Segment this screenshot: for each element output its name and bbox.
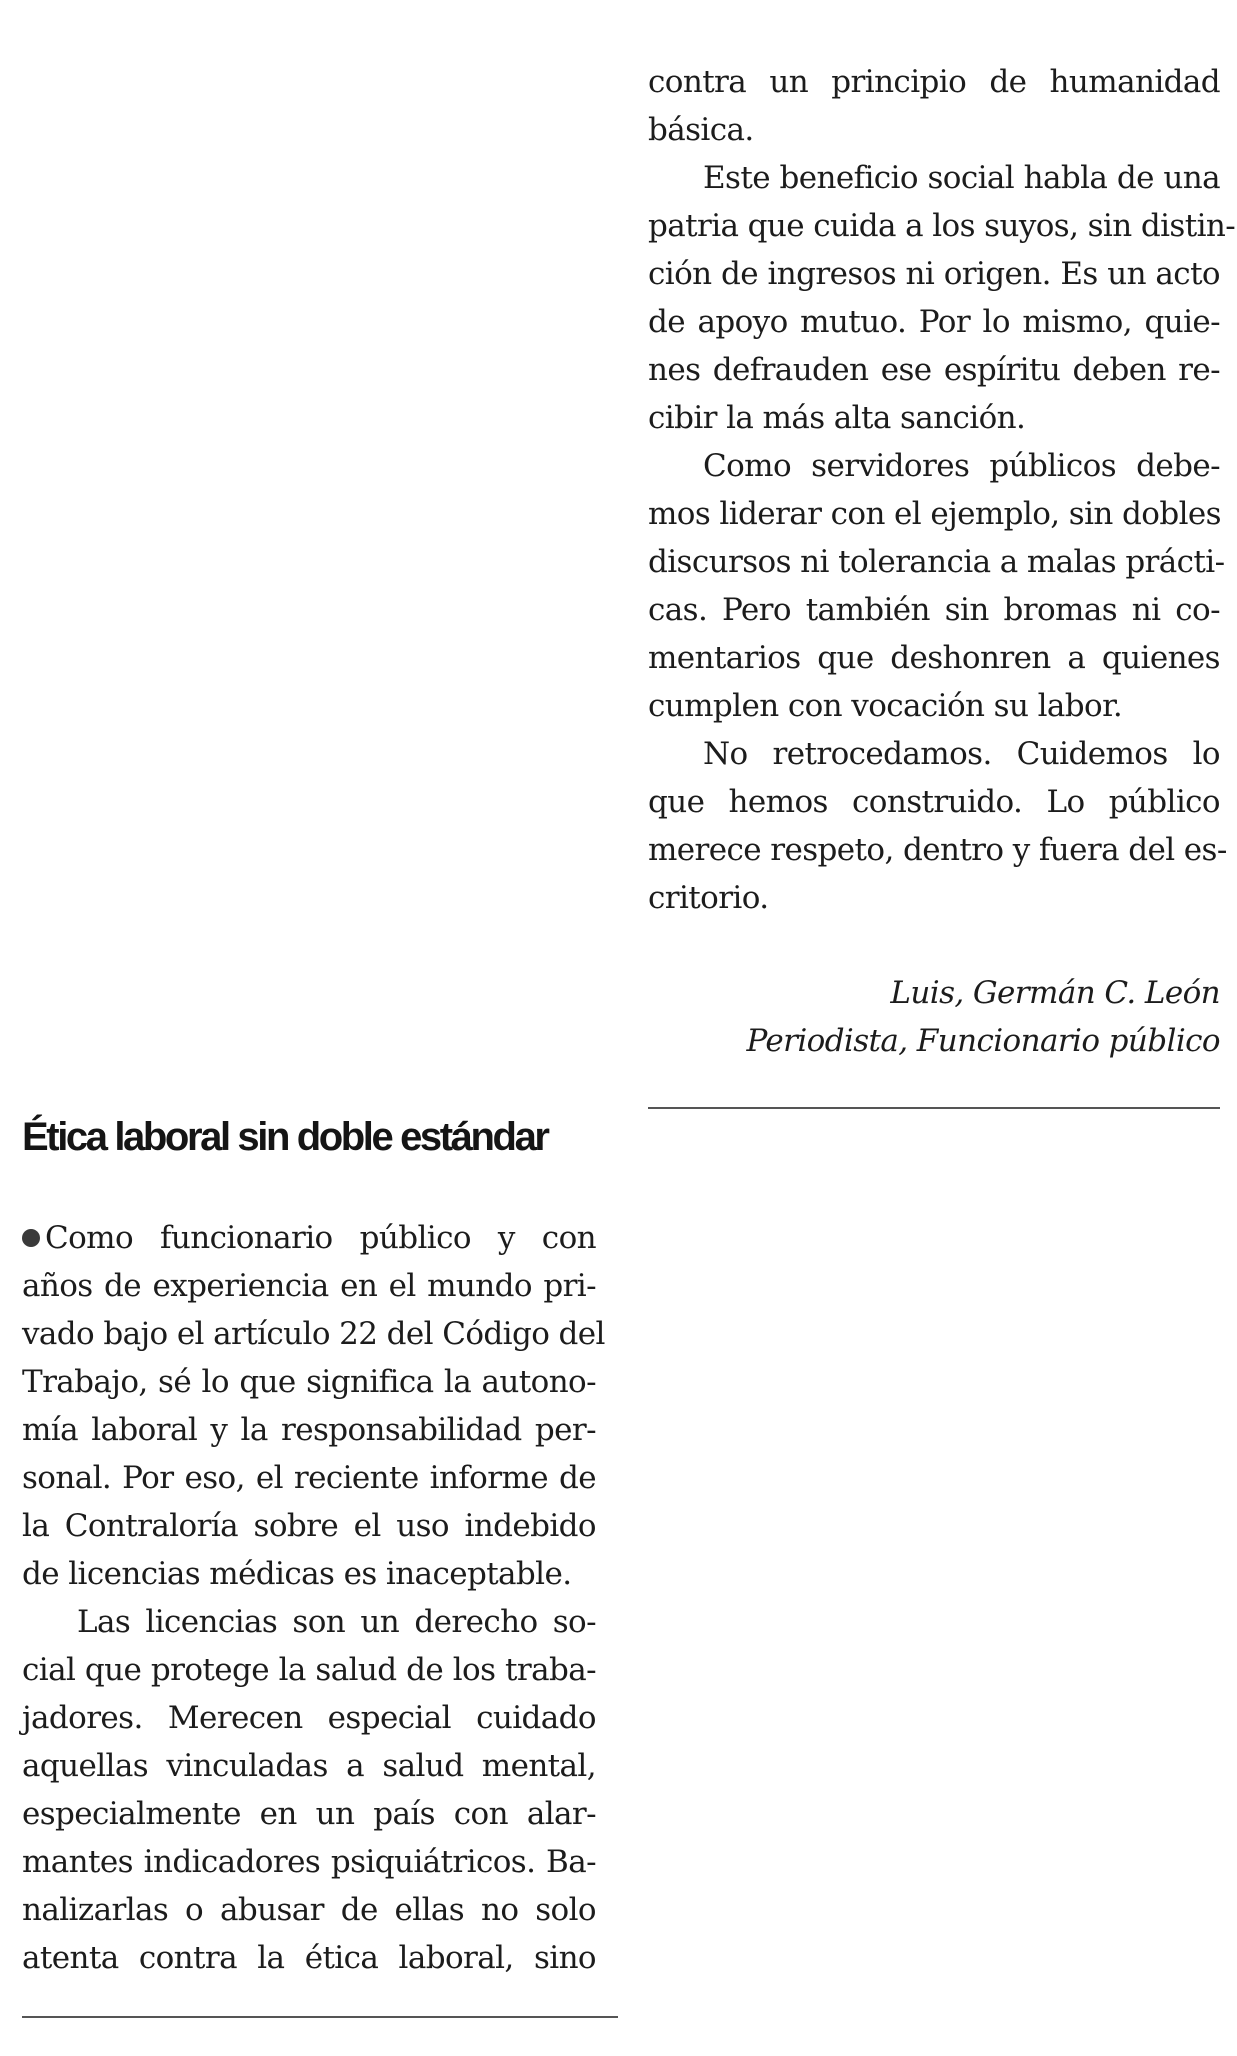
text-line-content: Como funcionario público y con <box>45 1220 596 1256</box>
signature-name: Luis, Germán C. León <box>890 975 1220 1011</box>
divider <box>648 1107 1220 1109</box>
text-line: ción de ingresos ni origen. Es un acto <box>648 256 1220 292</box>
text-line: básica. <box>648 112 754 148</box>
text-line: Trabajo, sé lo que significa la autono- <box>22 1364 596 1400</box>
text-line: contra un principio de humanidad <box>648 64 1220 100</box>
text-line: Este beneficio social habla de una <box>703 160 1220 196</box>
text-line: atenta contra la ética laboral, sino <box>22 1940 596 1976</box>
text-line: mentarios que deshonren a quienes <box>648 640 1220 676</box>
text-line: critorio. <box>648 880 769 916</box>
text-line: No retrocedamos. Cuidemos lo <box>703 736 1220 772</box>
text-line: especialmente en un país con alar- <box>22 1796 596 1832</box>
text-line: años de experiencia en el mundo pri- <box>22 1268 596 1304</box>
text-line: vado bajo el artículo 22 del Código del <box>22 1316 605 1352</box>
text-line: discursos ni tolerancia a malas prácti- <box>648 544 1225 580</box>
text-line: cibir la más alta sanción. <box>648 400 1026 436</box>
text-line: mía laboral y la responsabilidad per- <box>22 1412 596 1448</box>
text-line: jadores. Merecen especial cuidado <box>22 1700 596 1736</box>
text-line: nes defrauden ese espíritu deben re- <box>648 352 1220 388</box>
article-headline: Ética laboral sin doble estándar <box>22 1115 548 1159</box>
text-line: de apoyo mutuo. Por lo mismo, quie- <box>648 304 1220 340</box>
text-line: patria que cuida a los suyos, sin distin- <box>648 208 1236 244</box>
text-line: cumplen con vocación su labor. <box>648 688 1123 724</box>
text-line: merece respeto, dentro y fuera del es- <box>648 832 1227 868</box>
text-line: cas. Pero también sin bromas ni co- <box>648 592 1220 628</box>
text-line: Como servidores públicos debe- <box>703 448 1220 484</box>
text-line: cial que protege la salud de los traba- <box>22 1652 596 1688</box>
signature-role: Periodista, Funcionario público <box>746 1023 1220 1059</box>
text-line: la Contraloría sobre el uso indebido <box>22 1508 596 1544</box>
text-line: aquellas vinculadas a salud mental, <box>22 1748 596 1784</box>
bullet-icon <box>22 1229 40 1247</box>
left-column-text <box>22 1214 605 1982</box>
divider <box>22 2016 618 2018</box>
right-column-text <box>648 58 1236 922</box>
text-line: nalizarlas o abusar de ellas no solo <box>22 1892 596 1928</box>
text-line: que hemos construido. Lo público <box>648 784 1220 820</box>
text-line: Las licencias son un derecho so- <box>77 1604 596 1640</box>
text-line: mos liderar con el ejemplo, sin dobles <box>648 496 1221 532</box>
text-line: de licencias médicas es inaceptable. <box>22 1556 572 1592</box>
text-line: sonal. Por eso, el reciente informe de <box>22 1460 596 1496</box>
text-line: mantes indicadores psiquiátricos. Ba- <box>22 1844 596 1880</box>
text-line <box>22 1214 596 1262</box>
